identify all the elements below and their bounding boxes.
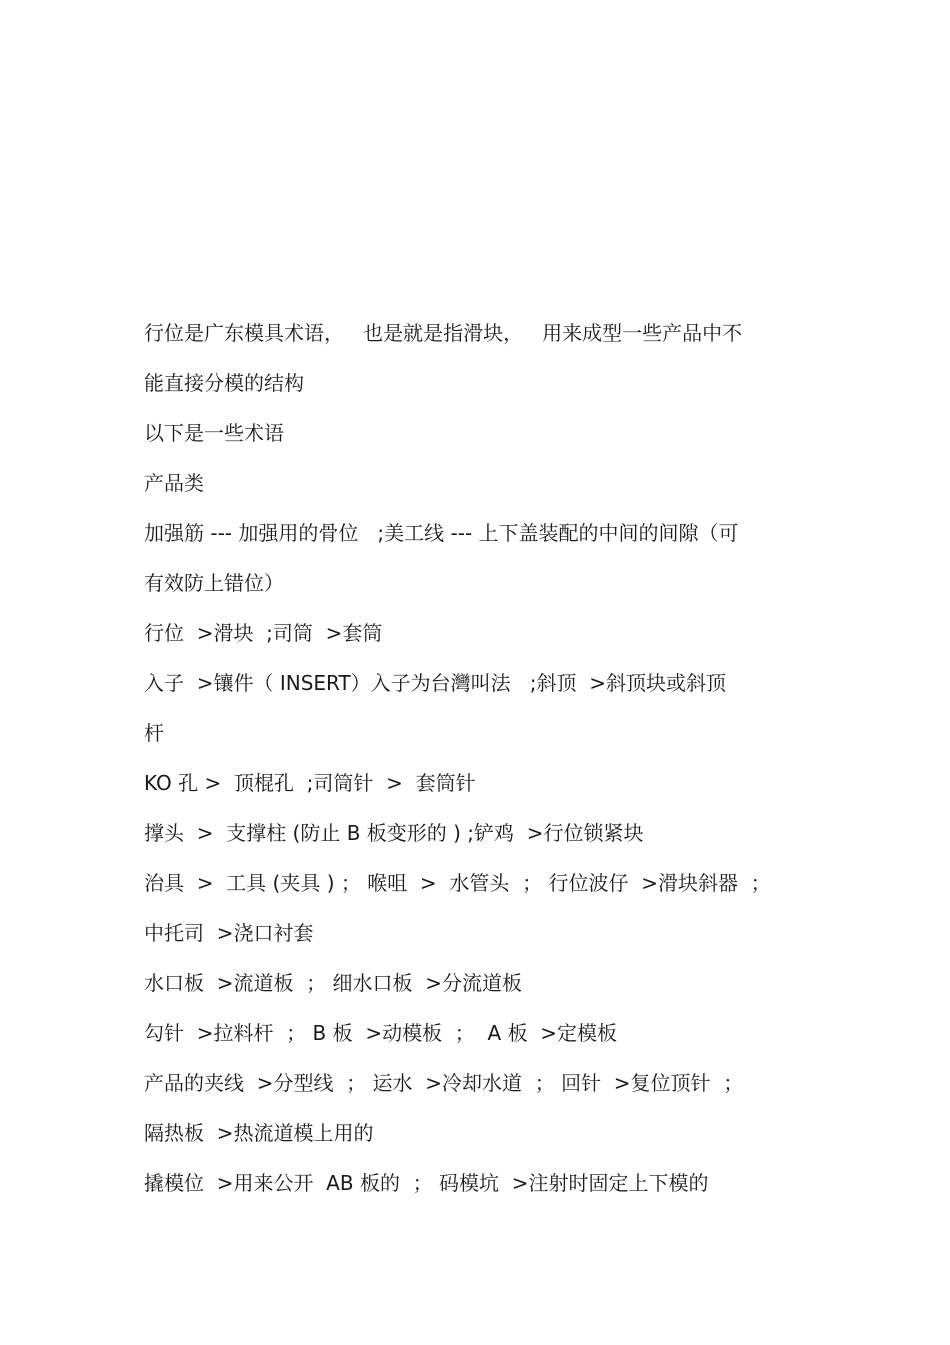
text-line: 有效防上错位） [144,571,284,595]
text-line: 能直接分模的结构 [144,371,304,395]
section-heading: 产品类 [144,471,204,495]
text-line: 勾针 >拉料杆 ； B 板 >动模板 ； A 板 >定模板 [144,1021,618,1045]
text-line: 中托司 >浇口衬套 [144,921,314,945]
text-line: 行位是广东模具术语， 也是就是指滑块， 用来成型一些产品中不 [144,321,743,345]
text-line: 加强筋 --- 加强用的骨位 ;美工线 --- 上下盖装配的中间的间隙（可 [144,521,739,545]
text-line: 入子 >镶件（ INSERT）入子为台灣叫法 ;斜顶 >斜顶块或斜顶 [144,671,726,695]
text-line: 以下是一些术语 [144,421,284,445]
document-body [144,308,824,1208]
text-line: 隔热板 >热流道模上用的 [144,1121,374,1145]
text-line: 治具 > 工具 (夹具 ) ； 喉咀 > 水管头 ； 行位波仔 >滑块斜器 ； [144,871,771,895]
text-line: 撬模位 >用来公开 AB 板的 ； 码模坑 >注射时固定上下模的 [144,1171,709,1195]
text-line: 杆 [144,721,164,745]
text-line: 产品的夹线 >分型线 ； 运水 >冷却水道 ； 回针 >复位顶针 ； [144,1071,744,1095]
text-line: KO 孔 > 顶棍孔 ;司筒针 > 套筒针 [144,771,476,795]
text-line: 撑头 > 支撑柱 (防止 B 板变形的 ) ;铲鸡 >行位锁紧块 [144,821,644,845]
text-line: 行位 >滑块 ;司筒 >套筒 [144,621,383,645]
text-line: 水口板 >流道板 ； 细水口板 >分流道板 [144,971,523,995]
